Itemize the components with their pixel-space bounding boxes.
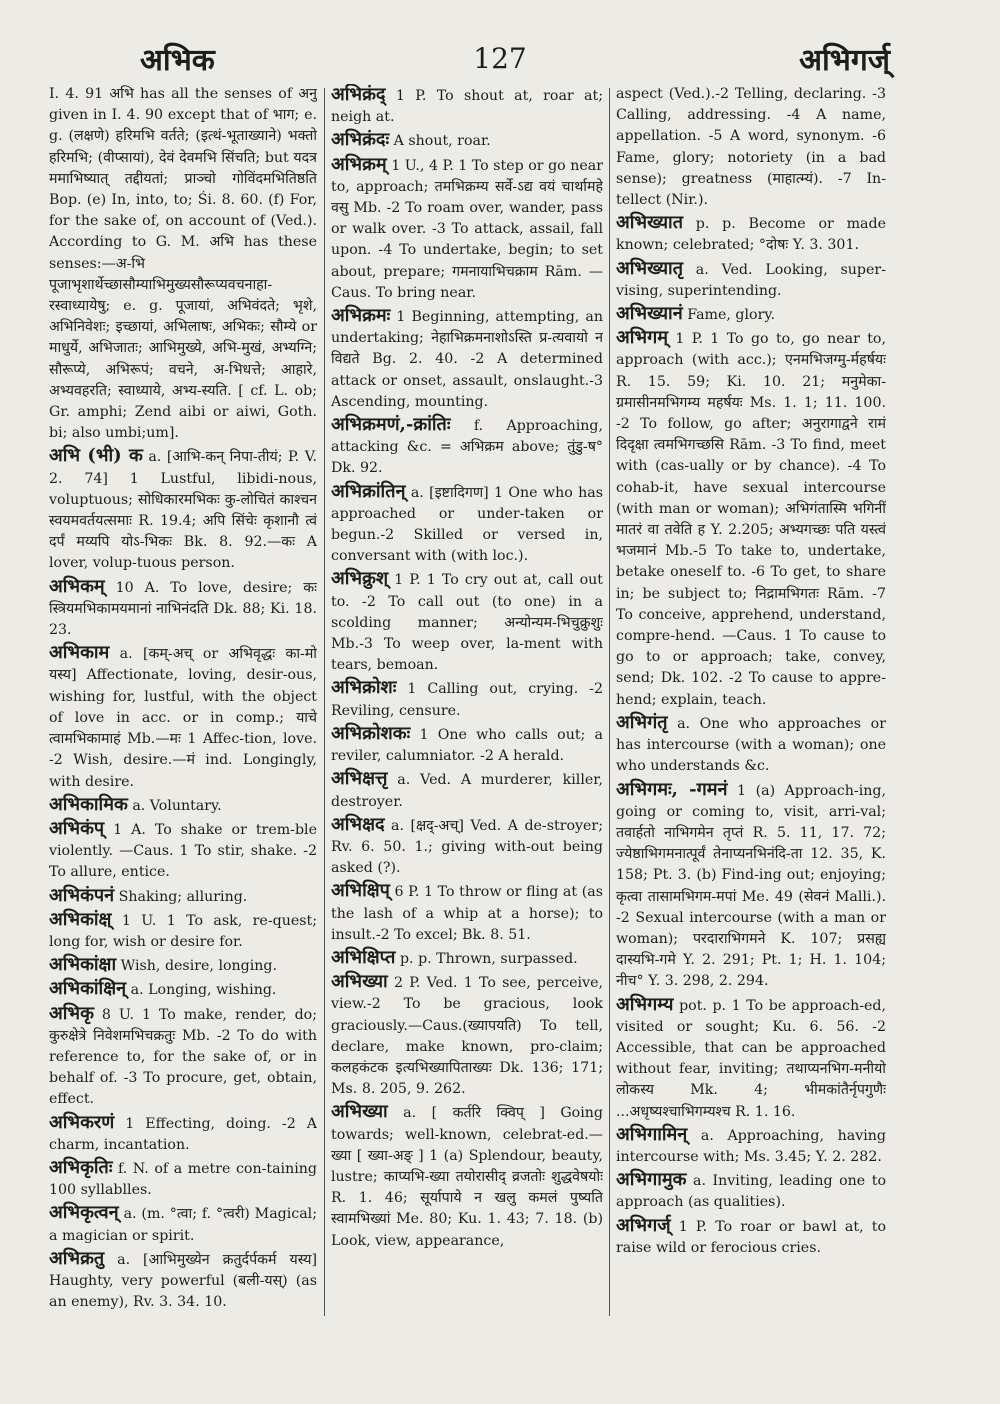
- headword: अभिक्षिप्त: [331, 946, 396, 968]
- entry-definition: a. [इष्टादिगण] 1 One who has approached or under-taken or begun.-2 Skilled or versed in, conversant with (with loc.).: [331, 484, 603, 565]
- dictionary-entry: [331, 481, 603, 568]
- column-divider: [609, 88, 610, 1316]
- dictionary-entry: [49, 954, 317, 977]
- entry-definition: 1 Beginning, attempting, an undertaking; नेहाभिक्रमनाशोऽस्ति प्र-त्यवायो न विद्यते Bg. 2. 40. -2 A determined attack or onset, assault, onslaught.-3 Ascending, mounting.: [331, 309, 603, 410]
- entry-definition: 1 (a) Approach-ing, going or coming to, visit, arri-val; तवार्हतो नाभिगमेन तृप्तं R. 5. 11, 17. 72; ज्येष्ठाभिगमनात्पूर्वं तेनाप्यनभिनंदि-ता 12. 35, K. 158; Pt. 3. (b) Find-ing out; enjoying; कृत्वा तासामभिगम-मपां Me. 49 (सेवनं Malli.). -2 Sexual intercourse (with a man or woman); परदाराभिगमने K. 107; प्रसह्य दास्यभि-गमे Y. 2. 291; Pt. 1; H. 1. 104; नीच° Y. 3. 298, 2. 294.: [616, 782, 886, 990]
- dictionary-entry: [331, 154, 603, 304]
- entry-definition: f. N. of a metre con-taining 100 syllablles.: [49, 1160, 317, 1199]
- dictionary-entry: [616, 327, 886, 711]
- headword: अभिकृतिः: [49, 1156, 113, 1178]
- entry-definition: a. Longing, wishing.: [130, 982, 277, 999]
- entry-definition: 10 A. To love, desire; कः स्त्रियमभिकामयमानां नाभिनंदति Dk. 88; Ki. 18. 23.: [49, 579, 317, 639]
- headword: अभिकांक्षिन्: [49, 978, 127, 1000]
- entry-definition: 1 One who calls out; a reviler, calumniator. -2 A herald.: [331, 726, 603, 765]
- entry-definition: I. 4. 91 अभि has all the senses of अनु given in I. 4. 90 except that of भाग; e. g. (लक्षणे) हरिमभि वर्तते; (इत्थं-भूताख्याने) भक्तो हरिमभि; (वीप्सायां), देवं देवमभि सिंचति; but यदत्र ममाभिष्यात् तद्दीयतां; प्राञ्चो गोविंदमभितिष्ठति Bop. (e) In, into, to; Śi. 8. 60. (f) For, for the sake of, on account of (Ved.). According to G. M. अभि has these senses:—अ-भि पूजाभृशार्थेच्छासौम्याभिमुख्यसौरूप्यवचनाहा-रस्वाध्यायेषु; e. g. पूजायां, अभिवंदते; भृशे, अभिनिवेशः; इच्छायां, अभिलाषः, अभिकः; सौम्ये or माधुर्ये, अभिजातः; आभिमुख्ये, अभि-मुखं, अभ्यग्नि; सौरूप्ये, अभिरूपं; वचने, अ-भिधत्ते; आहारे, अभ्यवहरति; स्वाध्याये, अभ्य-स्यति. [ cf. L. ob; Gr. amphi; Zend aibi or aiwi, Goth. bi; also umbi;um].: [49, 86, 317, 442]
- headword: अभिकामिक: [49, 793, 128, 815]
- column-2: [331, 84, 603, 1324]
- entry-definition: A shout, roar.: [393, 133, 491, 150]
- dictionary-entry: [616, 1215, 886, 1259]
- headword: अभिक्रमणं,-क्रांतिः: [331, 414, 451, 436]
- column-divider: [324, 88, 325, 1316]
- dictionary-entry: [49, 84, 317, 444]
- dictionary-entry: [49, 576, 317, 642]
- headword: अभिक्षत्तृ: [331, 768, 388, 790]
- headword: अभिगामिन्: [616, 1123, 688, 1145]
- entry-definition: Shaking; alluring.: [118, 888, 248, 905]
- dictionary-entry: [616, 712, 886, 778]
- dictionary-entry: [49, 1003, 317, 1111]
- entry-definition: Wish, desire, longing.: [120, 958, 278, 975]
- headword: अभिगामुक: [616, 1169, 687, 1191]
- headword: अभिख्या: [331, 1101, 388, 1123]
- dictionary-entry: [616, 1124, 886, 1168]
- entry-definition: Fame, glory.: [687, 307, 776, 324]
- header-right-guideword: अभिगर्ज्: [799, 43, 890, 78]
- dictionary-entry: [331, 814, 603, 880]
- entry-definition: f. Approaching, attacking &c. = अभिक्रम above; तुंडु-ष° Dk. 92.: [331, 418, 603, 477]
- dictionary-entry: [331, 414, 603, 480]
- headword: अभिक्रंदः: [331, 129, 390, 151]
- dictionary-entry: [49, 1157, 317, 1201]
- entry-definition: 1 U. 1 To ask, re-quest; long for, wish or desire for.: [49, 912, 317, 950]
- dictionary-entry: [331, 947, 603, 970]
- entry-definition: p. p. Thrown, surpassed.: [399, 950, 578, 967]
- entry-definition: a. Voluntary.: [132, 797, 222, 814]
- entry-definition: a. One who approaches or has intercourse (with a woman); one who understands &c.: [616, 715, 886, 775]
- headword: अभिकंप्: [49, 817, 105, 839]
- dictionary-entry: [49, 1202, 317, 1246]
- headword: अभिख्यात: [616, 212, 683, 234]
- entry-definition: a. [ कर्तरि क्विप् ] Going towards; well-known, celebrat-ed.—ख्या [ ख्या-अङ् ] 1 (a) Splendour, beauty, lustre; काप्यभि-ख्या तयोरासीद् व्रजतोः शुद्धवेषयोः R. 1. 46; सूर्यापाये न खलु कमलं पुष्यति स्वामभिख्यां Me. 80; Ku. 1. 43; 7. 18. (b) Look, view, appearance,: [331, 1105, 603, 1249]
- dictionary-entry: [49, 909, 317, 953]
- dictionary-entry: [331, 971, 603, 1100]
- entry-definition: 1 P. To shout at, roar at; neigh at.: [331, 88, 603, 126]
- dictionary-entry: [616, 84, 886, 211]
- headword: अभिक्षिप्: [331, 880, 390, 902]
- entry-definition: pot. p. 1 To be approach-ed, visited or sought; Ku. 6. 56. -2 Accessible, that can be approached without fear, inviting; तथाप्यनभिग-मनीयो लोकस्य Mk. 4; भीमकांतैर्नृपगुणैः ...अधृष्यश्चाभिगम्यश्च R. 1. 16.: [616, 997, 886, 1120]
- dictionary-entry: [616, 258, 886, 302]
- headword: अभिकांक्षा: [49, 954, 117, 976]
- headword: अभिक्रमः: [331, 305, 391, 327]
- dictionary-entry: [331, 1101, 603, 1251]
- dictionary-entry: [331, 723, 603, 767]
- headword: अभिकम्: [49, 575, 105, 597]
- entry-definition: 1 Calling out, crying. -2 Reviling, censure.: [331, 681, 603, 719]
- headword: अभिकांक्ष्: [49, 908, 112, 930]
- dictionary-entry: [616, 994, 886, 1123]
- entry-definition: a. (m. °त्वा; f. °त्वरी) Magical; a magician or spirit.: [49, 1206, 317, 1244]
- headword: अभिकृत्वन्: [49, 1202, 119, 1224]
- headword: अभिख्यानं: [616, 303, 683, 325]
- dictionary-entry: [331, 129, 603, 152]
- column-1: [49, 84, 317, 1324]
- dictionary-entry: [616, 1169, 886, 1213]
- entry-definition: 1 P. 1 To cry out at, call out to. -2 To call out (to one) in a scolding manner; अन्योन्यम-भिचुक्रुशुः Mb.-3 To weep over, la-ment with tears, bemoan.: [331, 572, 603, 674]
- dictionary-entry: [49, 1112, 317, 1156]
- headword: अभिगर्ज्: [616, 1214, 671, 1236]
- dictionary-entry: [331, 677, 603, 721]
- entry-definition: aspect (Ved.).-2 Telling, declaring. -3 Calling, addressing. -4 A name, appellation. -5 A word, synonym. -6 Fame, glory; notoriety (in a bad sense); greatness (माहात्म्यं). -7 In-tellect (Nir.).: [616, 86, 886, 209]
- entry-definition: a. Inviting, leading one to approach (as qualities).: [616, 1173, 886, 1211]
- entry-definition: 2 P. Ved. 1 To see, perceive, view.-2 To be gracious, look graciously.—Caus.(ख्यापयति) To tell, declare, make known, pro-claim; कलहकंटक इत्यभिख्यापिताख्यः Dk. 136; 171; Ms. 8. 205, 9. 262.: [331, 975, 603, 1098]
- headword: अभिक्रंद्: [331, 84, 386, 105]
- entry-definition: 1 A. To shake or trem-ble violently. —Caus. 1 To stir, shake. -2 To allure, entice.: [49, 821, 317, 881]
- dictionary-entry: [49, 445, 317, 574]
- headword: अभिकंपनं: [49, 884, 115, 906]
- entry-definition: a. [आभिमुख्येन क्रतुर्दर्पकर्म यस्य] Haughty, very powerful (बली-यस्) (as an enemy), Rv. 3. 34. 10.: [49, 1251, 317, 1311]
- dictionary-entry: [49, 818, 317, 884]
- headword: अभिख्यातृ: [616, 257, 683, 279]
- entry-definition: a. [कम्-अच् or अभिवृद्धः का-मो यस्य] Affectionate, loving, desir-ous, wishing for, lustful, with the object of love in acc. or in comp.; याचे त्वामभिकामाहं Mb.—मः 1 Affec-tion, love. -2 Wish, desire.—मं ind. Longingly, with desire.: [49, 646, 317, 790]
- entry-definition: a. Ved. Looking, super-vising, superintending.: [616, 261, 886, 299]
- headword: अभिक्रतु: [49, 1247, 105, 1269]
- dictionary-entry: [331, 84, 603, 128]
- headword: अभिकाम: [49, 642, 110, 664]
- dictionary-entry: [49, 978, 317, 1001]
- dictionary-entry: [331, 568, 603, 676]
- dictionary-entry: [331, 880, 603, 946]
- headword: अभिगमः, -गमनं: [616, 778, 728, 800]
- entry-definition: 6 P. 1 To throw or fling at (as the lash of a whip at a horse); to insult.-2 To excel; Bk. 8. 51.: [331, 884, 603, 943]
- dictionary-entry: [49, 794, 317, 817]
- dictionary-entry: [616, 779, 886, 993]
- entry-definition: a. [आभि-कन् निपा-तीयं; P. V. 2. 74] 1 Lustful, libidi-nous, voluptuous; सोधिकारमभिकः कु-लोचितं काश्चन स्वयमवर्तयत्समाः R. 19.4; अपि सिंचेः कृशानौ त्वं दर्पं मय्यपि योऽ-भिकः Bk. 8. 92.—कः A lover, volup-tuous person.: [49, 449, 317, 572]
- dictionary-entry: [49, 1248, 317, 1314]
- header-left-guideword: अभिक: [140, 43, 215, 78]
- dictionary-entry: [616, 212, 886, 256]
- entry-definition: p. p. Become or made known; celebrated; °दोषः Y. 3. 301.: [616, 216, 886, 254]
- entry-definition: 1 P. 1 To go to, go near to, approach (with acc.); एनमभिजग्मु-र्महर्षयः R. 15. 59; Ki. 10. 21; मनुमेका-ग्रमासीनमभिगम्य महर्षयः Ms. 1. 1; 11. 100. -2 To follow, go after; अनुरागाद्वने रामं दिदृक्षा त्वमभिगच्छसि Rām. -3 To find, meet with (cas-ually or by chance). -4 To cohab-it, have sexual intercourse (with man or woman); अभिगंतास्मि भगिनीं मातरं वा तवेति ह Y. 2.205; अभ्यगच्छः पति यस्त्वं भजमानं Mb.-5 To take to, undertake, betake oneself to. -6 To get, to share in; be subject to; निद्रामभिगतः Rām. -7 To conceive, apprehend, understand, compre-hend. —Caus. 1 To cause to go to or approach; take, convey, send; Dk. 102. -2 To cause to appre-hend; explain, teach.: [616, 331, 886, 708]
- headword: अभिकरणं: [49, 1111, 115, 1133]
- entry-definition: a. [क्षद्-अच्] Ved. A de-stroyer; Rv. 6. 50. 1.; giving with-out being asked (?).: [331, 817, 603, 877]
- dictionary-entry: [331, 768, 603, 812]
- entry-definition: 1 U., 4 P. 1 To step or go near to, approach; तमभिक्रम्य सर्वे-ऽद्य वयं चार्थामहे वसु Mb. -2 To roam over, wander, pass or walk over. -3 To attack, assail, fall upon. -4 To undertake, begin; to set about, prepare; गमनायाभिचक्राम Rām. —Caus. To bring near.: [331, 157, 603, 301]
- headword: अभिक्रोशकः: [331, 722, 411, 744]
- headword: अभिक्षद: [331, 813, 385, 835]
- headword: अभिगम्य: [616, 993, 674, 1015]
- headword: अभिकृ: [49, 1002, 94, 1024]
- entry-definition: 1 P. To roar or bawl at, to raise wild or ferocious cries.: [616, 1218, 886, 1256]
- dictionary-entry: [331, 305, 603, 413]
- column-3: [616, 84, 886, 1324]
- dictionary-entry: [616, 303, 886, 326]
- dictionary-entry: [49, 885, 317, 908]
- headword: अभिक्रुश्: [331, 568, 389, 590]
- entry-definition: a. Approaching, having intercourse with; Ms. 3.45; Y. 2. 282.: [616, 1127, 886, 1165]
- headword: अभिक्रोशः: [331, 677, 397, 699]
- dictionary-entry: [49, 642, 317, 792]
- page-number: 127: [473, 42, 527, 75]
- headword: अभिख्या: [331, 971, 388, 993]
- entry-definition: 1 Effecting, doing. -2 A charm, incantation.: [49, 1115, 317, 1153]
- headword: अभिगंतृ: [616, 711, 668, 733]
- headword: अभिक्रम्: [331, 153, 387, 175]
- headword: अभि (भी) क: [49, 445, 143, 467]
- entry-definition: a. Ved. A murderer, killer, destroyer.: [331, 772, 603, 810]
- headword: अभिक्रांतिन्: [331, 480, 406, 502]
- headword: अभिगम्: [616, 327, 668, 349]
- entry-definition: 8 U. 1 To make, render, do; कुरुक्षेत्रे निवेशमभिचक्रतुः Mb. -2 To do with reference to, for the sake of, or in behalf of. -3 To procure, get, obtain, effect.: [49, 1006, 317, 1108]
